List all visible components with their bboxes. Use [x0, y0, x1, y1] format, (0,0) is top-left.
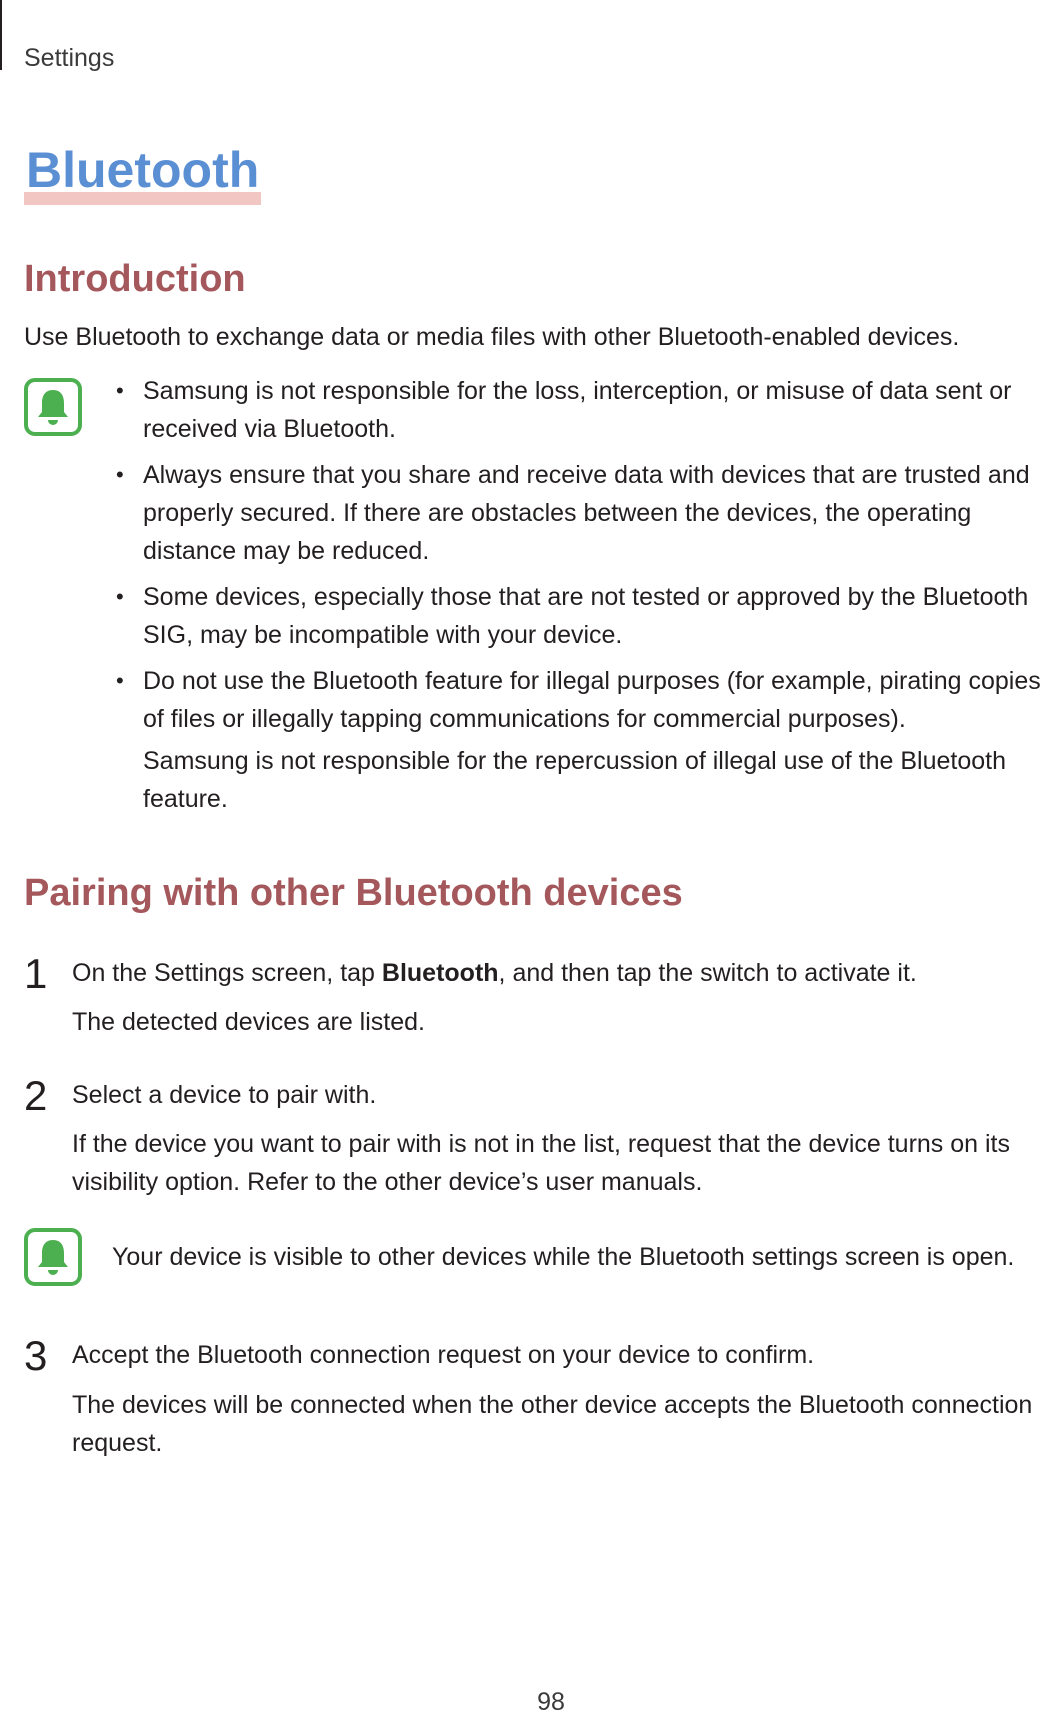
introduction-text: Use Bluetooth to exchange data or media files with other Bluetooth-enabled devices. [24, 323, 960, 351]
note-bullet-list [112, 372, 1056, 826]
step-main-text: Select a device to pair with. [72, 1081, 377, 1109]
section-heading-pairing: Pairing with other Bluetooth devices [24, 872, 683, 914]
running-head: Settings [24, 44, 115, 72]
step-main-text: Accept the Bluetooth connection request on your device to confirm. [72, 1341, 815, 1369]
bullet-dot: • [116, 462, 124, 487]
step-number: 2 [24, 1072, 48, 1119]
step-sub-text: The detected devices are listed. [72, 1008, 425, 1036]
list-item: • Samsung is not responsible for the loss, interception, or misuse of data sent or received via Bluetooth. [112, 372, 1056, 448]
step-main-text: On the Settings screen, tap Bluetooth, and then tap the switch to activate it. [72, 959, 917, 987]
bell-icon [24, 378, 82, 436]
step-sub-text: The devices will be connected when the other device accepts the Bluetooth connection request. [72, 1391, 1033, 1457]
step-number: 3 [24, 1332, 48, 1379]
page-edge-line [0, 0, 2, 70]
bullet-continuation: Samsung is not responsible for the repercussion of illegal use of the Bluetooth feature. [143, 747, 1007, 813]
bullet-dot: • [116, 584, 124, 609]
note-text: Your device is visible to other devices while the Bluetooth settings screen is open. [112, 1243, 1015, 1271]
list-item: • Some devices, especially those that are not tested or approved by the Bluetooth SIG, may be incompatible with your device. [112, 578, 1056, 654]
page-number: 98 [537, 1688, 565, 1716]
bell-icon [24, 1228, 82, 1286]
bluetooth-menu-label: Bluetooth [381, 959, 499, 987]
bullet-dot: • [116, 668, 124, 693]
list-item: • Do not use the Bluetooth feature for illegal purposes (for example, pirating copies of files or illegally tapping communications for commercial purposes). Samsung is not responsible for the repercussion of illegal use of the Bluetooth feature. [112, 662, 1056, 818]
page-title: Bluetooth [24, 142, 261, 205]
list-item: • Always ensure that you share and receive data with devices that are trusted and properly secured. If there are obstacles between the devices, the operating distance may be reduced. [112, 456, 1056, 570]
bullet-dot: • [116, 378, 124, 403]
section-heading-introduction: Introduction [24, 258, 246, 300]
step-sub-text: If the device you want to pair with is not in the list, request that the device turns on its visibility option. Refer to the other device’s user manuals. [72, 1130, 1011, 1196]
step-number: 1 [24, 950, 48, 997]
